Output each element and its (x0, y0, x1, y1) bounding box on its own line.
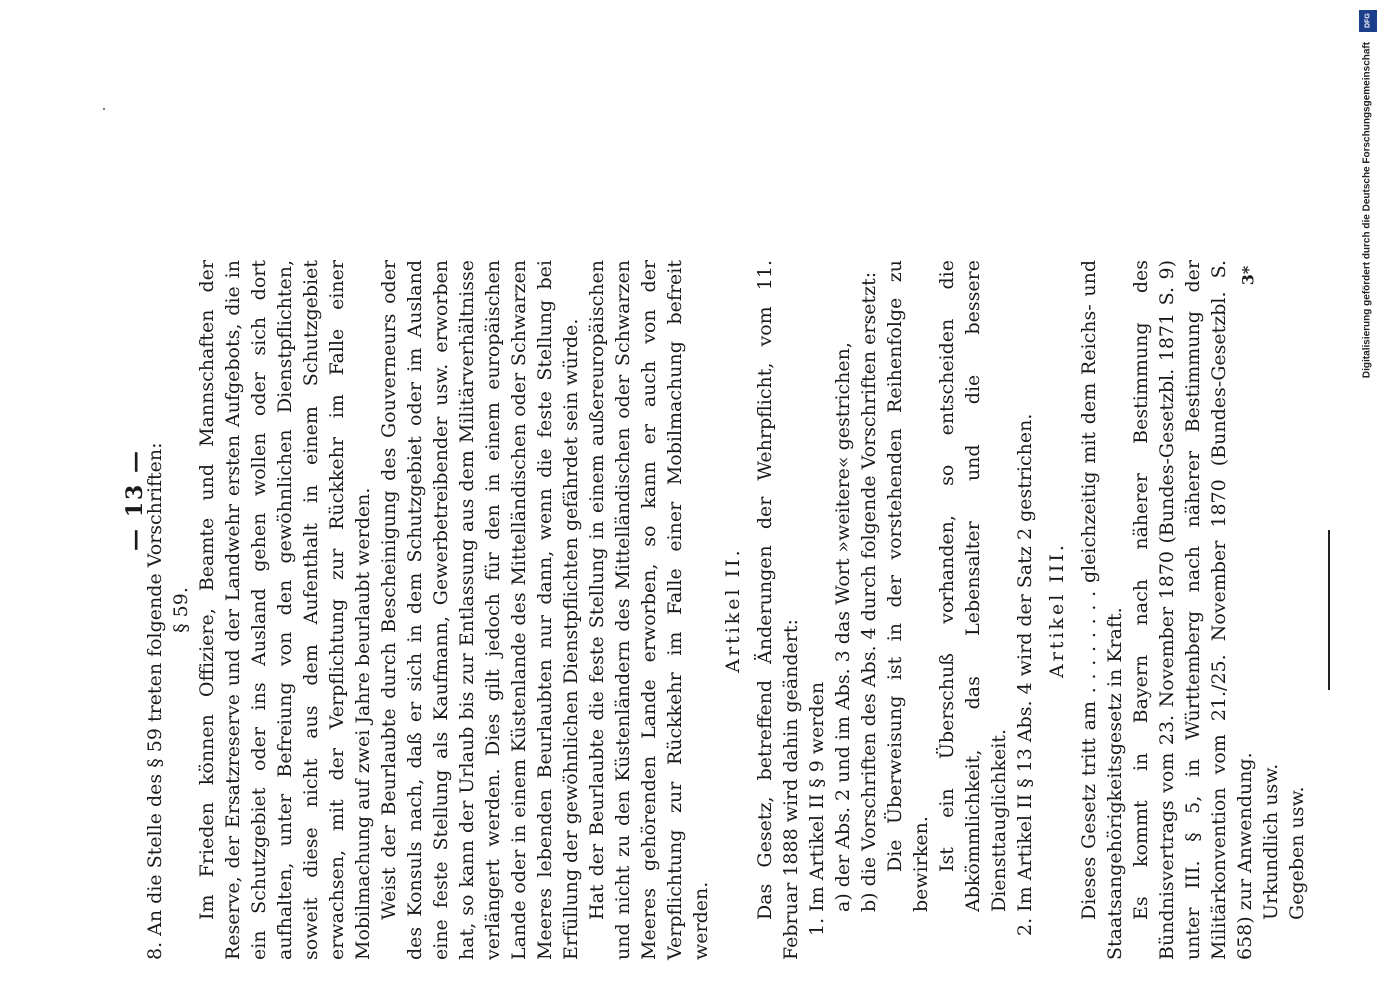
list-item: b) die Vorschriften des Abs. 4 durch folgende Vorschriften ersetzt: (858, 271, 880, 912)
paragraph: Ist ein Überschuß vorhanden, so entscheiden die Abkömmlichkeit, das Lebensalter und die bessere Diensttauglichkeit. (936, 260, 1010, 912)
paragraph: Hat der Beurlaubte die feste Stellung in einem außereuropäischen und nicht zu den Küstenländern des Mittelländischen oder Schwarzen Meeres gehörenden Lande erworben, so kann er auch von der Verpflichtung zur Rückkehr im Falle einer Mobilmachung befreit werden. (586, 260, 712, 960)
digitization-credit (1357, 10, 1377, 400)
list-item: a) der Abs. 2 und im Abs. 3 das Wort »weitere« gestrichen, (832, 342, 854, 912)
list-item: 1. Im Artikel II § 9 werden (806, 681, 828, 936)
article-title: Artikel III. (1046, 542, 1068, 678)
intro-line: 8. An die Stelle des § 59 treten folgende Vorschriften: (144, 442, 166, 960)
paragraph: Weist der Beurlaubte durch Bescheinigung des Gouverneurs oder des Konsuls nach, daß er sich in dem Schutzgebiet oder im Ausland eine feste Stellung als Kaufmann, Gewerbetreibender usw. erworben hat, so kann der Urlaub bis zur Entlassung aus dem Militärverhältnisse verlängert werden. Dies gilt jedoch für den in einem europäischen Lande oder in einem Küstenlande des Mittelländischen oder Schwarzen Meeres lebenden Beurlaubten nur dann, wenn die feste Stellung bei Erfüllung der gewöhnlichen Dienstpflichten gefährdet sein würde. (378, 260, 582, 960)
closing-line: Gegeben usw. (1286, 786, 1308, 920)
paragraph: Dieses Gesetz tritt am . . . . . . . . gleichzeitig mit dem Reichs- und Staatsangehörigkeitsgesetz in Kraft. (1078, 260, 1126, 960)
paragraph: Die Überweisung ist in der vorstehenden Reihenfolge zu bewirken. (884, 260, 932, 912)
paragraph: Im Frieden können Offiziere, Beamte und Mannschaften der Reserve, der Ersatzreserve und der Landwehr ersten Aufgebots, die in ein Schutzgebiet oder ins Ausland gehen wollen oder sich dort aufhalten, unter Befreiung von den gewöhnlichen Dienstpflichten, soweit diese nicht aus dem Aufenthalt in einem Schutzgebiet erwachsen, mit der Verpflichtung zur Rückkehr im Falle einer Mobilmachung auf zwei Jahre beurlaubt werden. (196, 260, 374, 960)
divider-rule (1328, 530, 1330, 690)
dfg-logo: DFG (1359, 10, 1377, 32)
article-title: Artikel II. (722, 547, 744, 673)
document-body (142, 260, 1330, 960)
scan-speck (103, 108, 105, 110)
credit-text: Digitalisierung gefördert durch die Deutsche Forschungsgemeinschaft (1361, 41, 1373, 379)
paragraph: Es kommt in Bayern nach näherer Bestimmung des Bündnisvertrags vom 23. November 1870 (Bundes-Gesetzbl. 1871 S. 9) unter III. § 5, in Württemberg nach näherer Bestimmung der Militärkonvention vom 21./25. November 1870 (Bundes-Gesetzbl. S. 658) zur Anwendung. (1130, 260, 1256, 960)
list-item: 2. Im Artikel II § 13 Abs. 4 wird der Satz 2 gestrichen. (1014, 413, 1036, 936)
rotated-text-page (120, 0, 1308, 1000)
signature-mark: 3* (1238, 265, 1258, 286)
page-number: — 13 — (122, 449, 148, 551)
paragraph: Das Gesetz, betreffend Änderungen der Wehrpflicht, vom 11. Februar 1888 wird dahin geändert: (754, 260, 802, 960)
closing-line: Urkundlich usw. (1260, 763, 1282, 920)
section-title: § 59. (170, 587, 192, 633)
